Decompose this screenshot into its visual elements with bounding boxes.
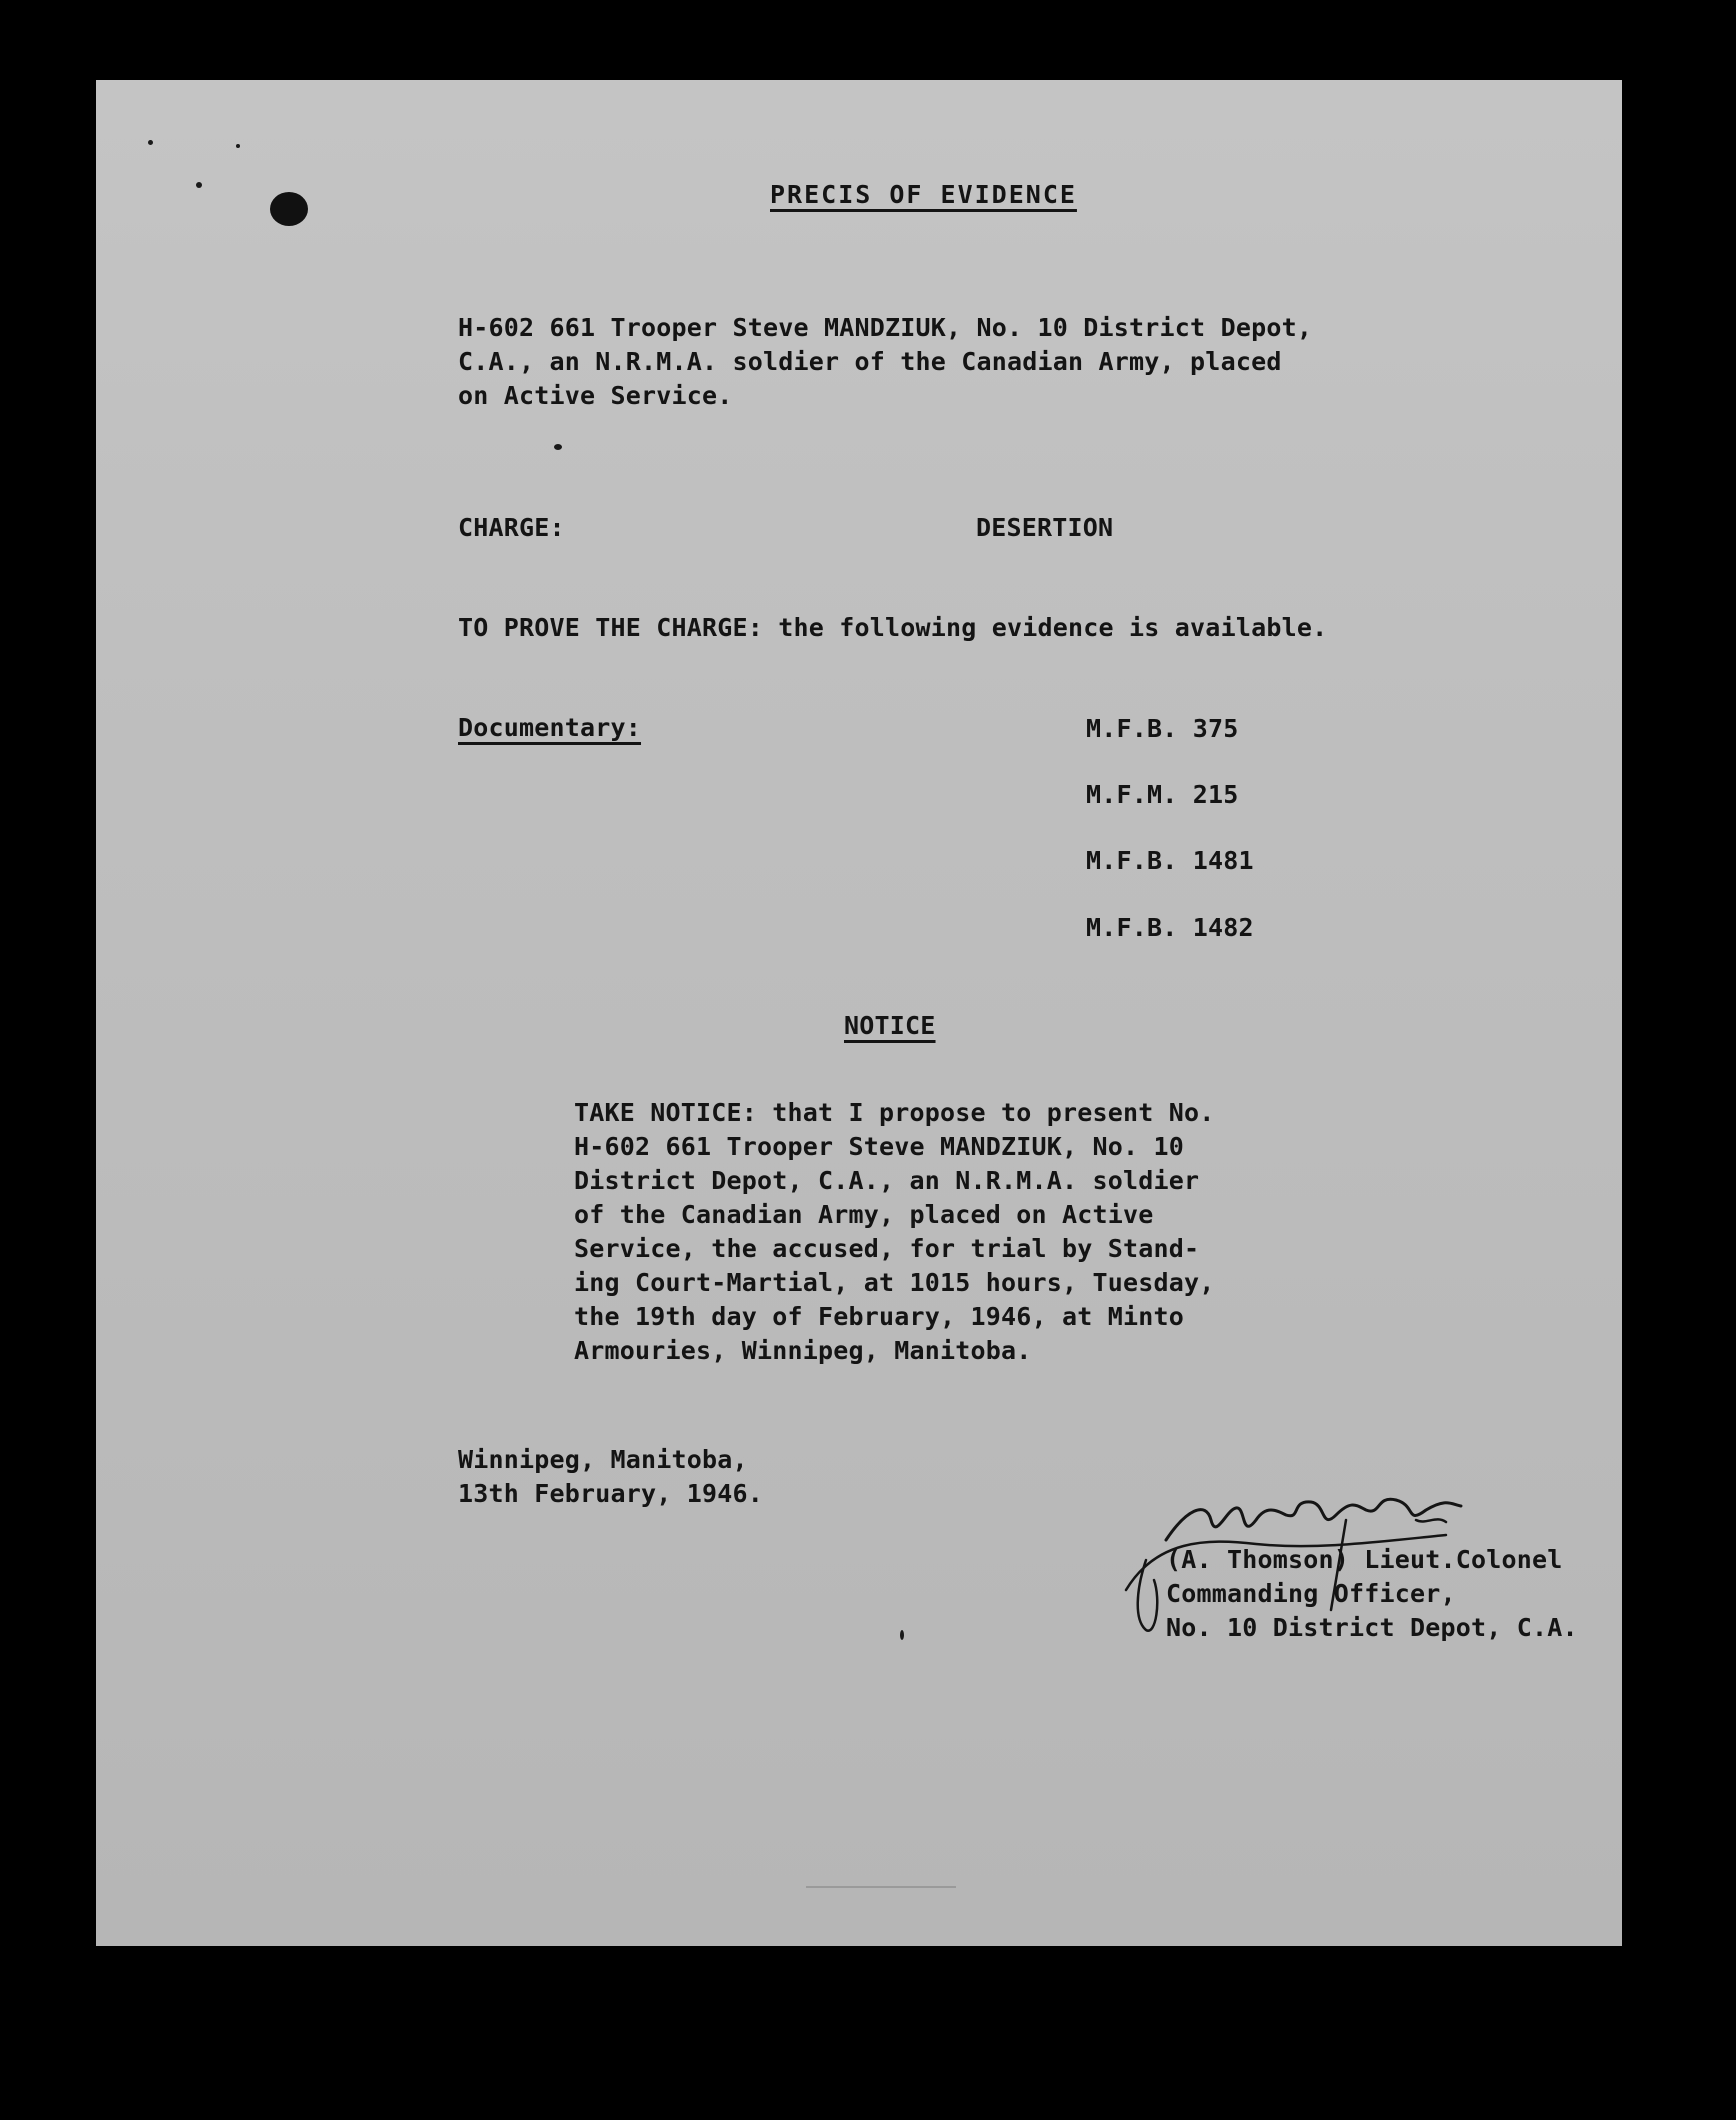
- documentary-label: Documentary:: [458, 713, 642, 742]
- intro-line-2: C.A., an N.R.M.A. soldier of the Canadian Army, placed: [458, 347, 1282, 376]
- notice-line: District Depot, C.A., an N.R.M.A. soldier: [574, 1166, 1200, 1195]
- document-page: [96, 80, 1622, 1946]
- notice-heading: NOTICE: [844, 1011, 936, 1040]
- speck: [554, 444, 562, 450]
- ink-blot: [270, 192, 308, 226]
- date: 13th February, 1946.: [458, 1479, 764, 1508]
- charge-value: DESERTION: [976, 513, 1114, 542]
- speck: [236, 144, 240, 148]
- notice-line: TAKE NOTICE: that I propose to present No.: [574, 1098, 1215, 1127]
- place: Winnipeg, Manitoba,: [458, 1445, 748, 1474]
- faint-mark: [806, 1886, 956, 1888]
- document-title: PRECIS OF EVIDENCE: [770, 180, 1077, 209]
- intro-line-3: on Active Service.: [458, 381, 733, 410]
- documentary-item: M.F.M. 215: [1086, 780, 1239, 809]
- speck: [148, 140, 153, 145]
- notice-line: Service, the accused, for trial by Stand-: [574, 1234, 1200, 1263]
- speck: [900, 1630, 904, 1640]
- notice-line: ing Court-Martial, at 1015 hours, Tuesday,: [574, 1268, 1215, 1297]
- signature-title: Commanding Officer,: [1166, 1579, 1456, 1608]
- notice-line: H-602 661 Trooper Steve MANDZIUK, No. 10: [574, 1132, 1185, 1161]
- notice-line: of the Canadian Army, placed on Active: [574, 1200, 1154, 1229]
- documentary-item: M.F.B. 1481: [1086, 846, 1254, 875]
- prove-line: TO PROVE THE CHARGE: the following evidence is available.: [458, 613, 1328, 642]
- signature-name: (A. Thomson) Lieut.Colonel: [1166, 1545, 1563, 1574]
- notice-line: the 19th day of February, 1946, at Minto: [574, 1302, 1185, 1331]
- signature-unit: No. 10 District Depot, C.A.: [1166, 1613, 1578, 1642]
- intro-line-1: H-602 661 Trooper Steve MANDZIUK, No. 10 District Depot,: [458, 313, 1313, 342]
- documentary-item: M.F.B. 1482: [1086, 913, 1254, 942]
- notice-line: Armouries, Winnipeg, Manitoba.: [574, 1336, 1032, 1365]
- documentary-item: M.F.B. 375: [1086, 714, 1239, 743]
- charge-label: CHARGE:: [458, 513, 565, 542]
- speck: [196, 182, 202, 188]
